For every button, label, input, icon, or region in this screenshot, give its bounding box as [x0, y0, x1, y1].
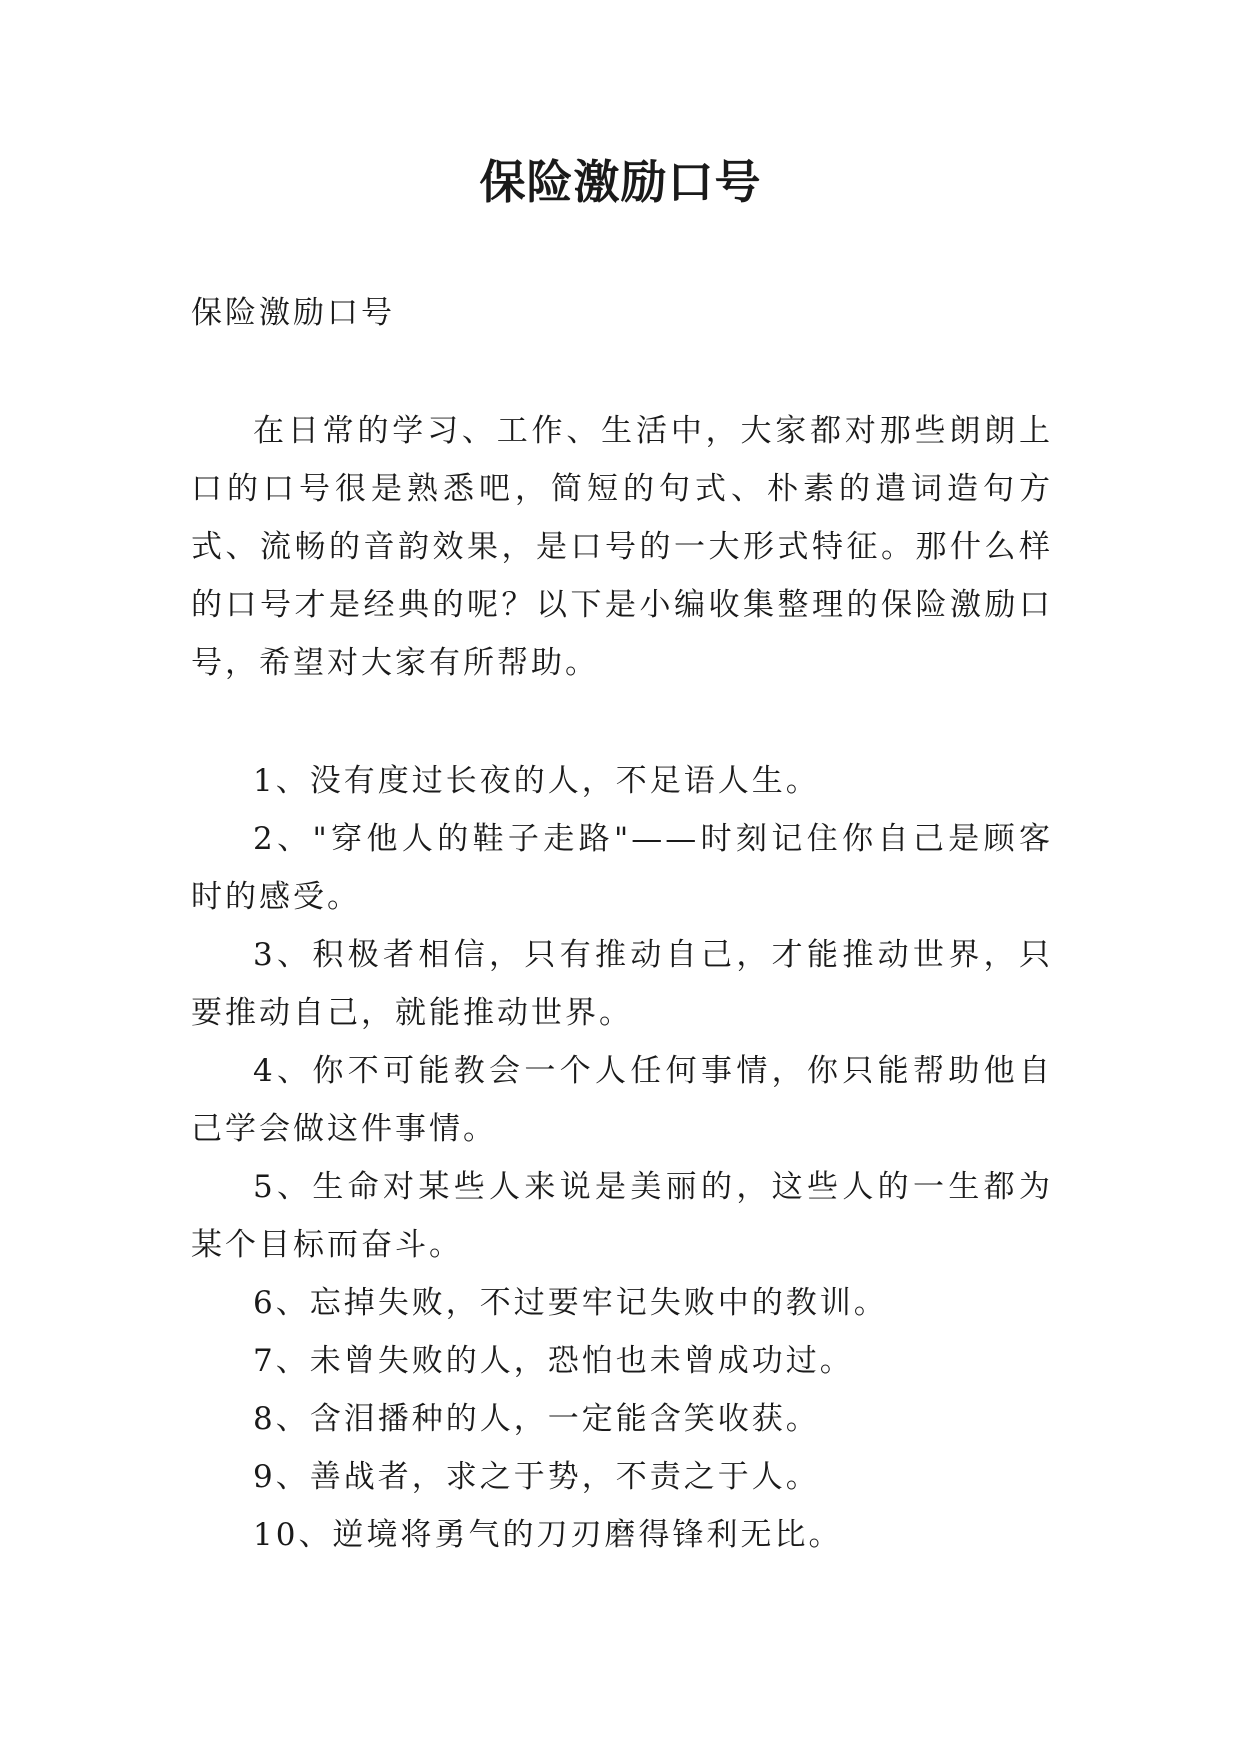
page-title: 保险激励口号	[479, 155, 762, 209]
document-subtitle: 保险激励口号	[191, 295, 395, 331]
list-item: 9、善战者，求之于势，不责之于人。	[253, 1459, 820, 1495]
document-body	[191, 284, 1053, 1564]
list-item: 4、你不可能教会一个人任何事情，你只能帮助他自己学会做这件事情。	[191, 1053, 1053, 1147]
list-item: 7、未曾失败的人，恐怕也未曾成功过。	[253, 1343, 854, 1379]
list-item: 5、生命对某些人来说是美丽的，这些人的一生都为某个目标而奋斗。	[191, 1169, 1053, 1263]
list-item: 10、逆境将勇气的刀刃磨得锋利无比。	[253, 1517, 843, 1553]
slogan-list	[191, 752, 1053, 1564]
list-item: 1、没有度过长夜的人，不足语人生。	[253, 763, 820, 799]
list-item: 8、含泪播种的人，一定能含笑收获。	[253, 1401, 820, 1437]
list-item: 2、"穿他人的鞋子走路"——时刻记住你自己是顾客时的感受。	[191, 821, 1053, 915]
intro-paragraph: 在日常的学习、工作、生活中，大家都对那些朗朗上口的口号很是熟悉吧，简短的句式、朴素的遣词造句方式、流畅的音韵效果，是口号的一大形式特征。那什么样的口号才是经典的呢？以下是小编收集整理的保险激励口号，希望对大家有所帮助。	[191, 413, 1053, 681]
list-item: 6、忘掉失败，不过要牢记失败中的教训。	[253, 1285, 888, 1321]
list-item: 3、积极者相信，只有推动自己，才能推动世界，只要推动自己，就能推动世界。	[191, 937, 1053, 1031]
